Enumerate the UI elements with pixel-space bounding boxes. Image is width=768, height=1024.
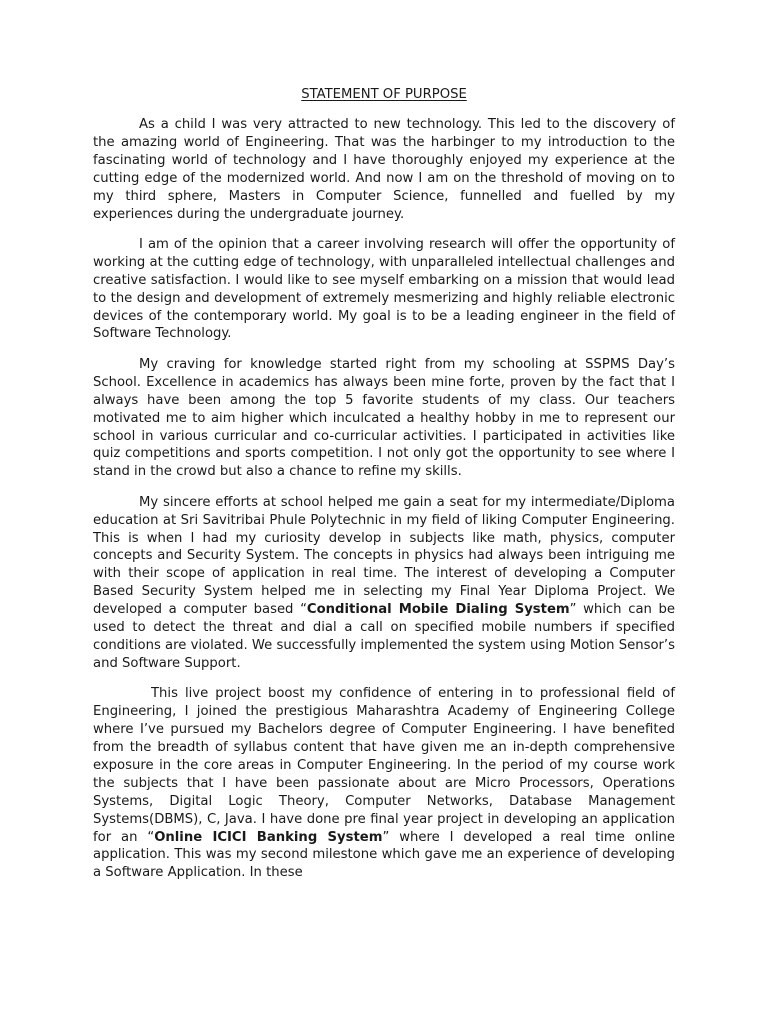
paragraph-bachelors-text-end: ” where I developed a real time online application. This was my second milestone which gave me an experience of developing a Software Application. In these	[93, 829, 675, 881]
paragraph-schooling: My craving for knowledge started right from my schooling at SSPMS Day’s School. Excellence in academics has always been mine forte, proven by the fact that I always have been among the top 5 favorite students of my class. Our teachers motivated me to aim higher which inculcated a healthy hobby in me to represent our school in various curricular and co-curricular activities. I participated in activities like quiz competitions and sports competition. I not only got the opportunity to see where I stand in the crowd but also a chance to refine my skills.	[93, 356, 675, 480]
paragraph-diploma-text-start: My sincere efforts at school helped me gain a seat for my intermediate/Diploma education at Sri Savitribai Phule Polytechnic in my field of liking Computer Engineering. This is when I had my curiosity develop in subjects like math, physics, computer concepts and Security System. The concepts in physics had always been intriguing me with their scope of application in real time. The interest of developing a Computer Based Security System helped me in selecting my Final Year Diploma Project. We developed a computer based “	[93, 494, 675, 618]
document-page	[93, 86, 675, 895]
paragraph-diploma-text-end: ” which can be used to detect the threat and dial a call on specified mobile numbers if specified conditions are violated. We successfully implemented the system using Motion Sensor’s and Software Support.	[93, 602, 676, 671]
paragraph-bachelors	[93, 685, 675, 882]
paragraph-diploma	[93, 494, 675, 673]
project-name-dialing-system: Conditional Mobile Dialing System	[306, 602, 570, 618]
document-title: STATEMENT OF PURPOSE	[301, 87, 467, 102]
paragraph-childhood: As a child I was very attracted to new technology. This led to the discovery of the amazing world of Engineering. That was the harbinger to my introduction to the fascinating world of technology and I have thoroughly enjoyed my experience at the cutting edge of the modernized world. And now I am on the threshold of moving on to my third sphere, Masters in Computer Science, funnelled and fuelled by my experiences during the undergraduate journey.	[93, 117, 675, 222]
project-name-banking-system: Online ICICI Banking System	[154, 829, 383, 845]
paragraph-bachelors-text-start: This live project boost my confidence of entering in to professional field of Engineering, I joined the prestigious Maharashtra Academy of Engineering College where I’ve pursued my Bachelors degree of Computer Engineering. I have benefited from the breadth of syllabus content that have given me an in-depth comprehensive exposure in the core areas in Computer Engineering. In the period of my course work the subjects that I have been passionate about are Micro Processors, Operations Systems, Digital Logic Theory, Computer Networks, Database Management Systems(DBMS), C, Java. I have done pre final year project in developing an application for an “	[93, 686, 675, 845]
paragraph-career-goal: I am of the opinion that a career involving research will offer the opportunity of working at the cutting edge of technology, with unparalleled intellectual challenges and creative satisfaction. I would like to see myself embarking on a mission that would lead to the design and development of extremely mesmerizing and highly reliable electronic devices of the contemporary world. My goal is to be a leading engineer in the field of Software Technology.	[93, 236, 675, 342]
